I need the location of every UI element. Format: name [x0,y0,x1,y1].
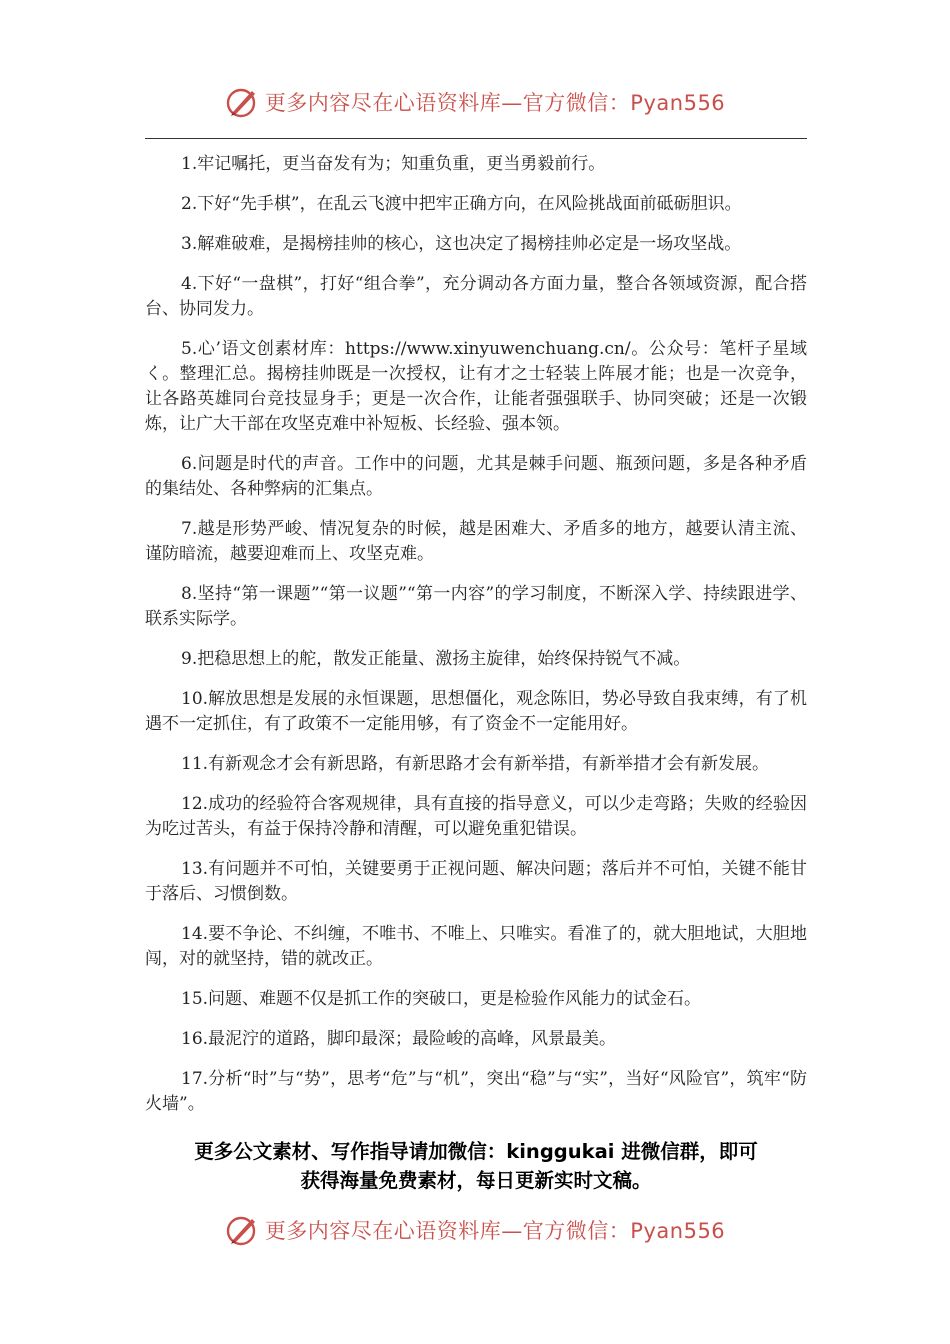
promo-line-1: 更多公文素材、写作指导请加微信：kinggukai 进微信群，即可 [194,1140,758,1163]
header-banner-text: 更多内容尽在心语资料库—官方微信：Pyan556 [264,91,726,115]
list-item: 2.下好“先手棋”，在乱云飞渡中把牢正确方向，在风险挑战面前砥砺胆识。 [181,194,742,214]
list-item: 7.越是形势严峻、情况复杂的时候，越是困难大、矛盾多的地方，越要认清主流、谨防暗流，越要迎难而上、攻坚克难。 [145,519,807,564]
list-item: 15.问题、难题不仅是抓工作的突破口，更是检验作风能力的试金石。 [181,989,702,1009]
list-item: 4.下好“一盘棋”，打好“组合拳”，充分调动各方面力量，整合各领域资源，配合搭台、协同发力。 [145,274,807,319]
list-item: 10.解放思想是发展的永恒课题，思想僵化，观念陈旧，势必导致自我束缚，有了机遇不一定抓住，有了政策不一定能用够，有了资金不一定能用好。 [145,689,807,734]
list-item: 5.心’语文创素材库：https://www.xinyuwenchuang.cn/。公众号：笔杆子星域く。整理汇总。揭榜挂帅既是一次授权，让有才之士轻装上阵展才能；也是一次竞争，让各路英雄同台竞技显身手；更是一次合作，让能者强强联手、协同突破；还是一次锻炼，让广大干部在攻坚克难中补短板、长经验、强本领。 [145,339,807,434]
footer-banner [0,1208,950,1252]
list-item: 6.问题是时代的声音。工作中的问题，尤其是棘手问题、瓶颈问题，多是各种矛盾的集结处、各种弊病的汇集点。 [145,454,807,499]
promo-line-2: 获得海量免费素材，每日更新实时文稿。 [300,1169,652,1192]
list-item: 1.牢记嘱托，更当奋发有为；知重负重，更当勇毅前行。 [181,154,606,174]
list-item: 16.最泥泞的道路，脚印最深；最险峻的高峰，风景最美。 [181,1029,617,1049]
header-banner [0,80,950,124]
header-divider [145,138,807,139]
list-item: 14.要不争论、不纠缠，不唯书、不唯上、只唯实。看准了的，就大胆地试，大胆地闯，对的就坚持，错的就改正。 [145,924,807,969]
list-item: 8.坚持“第一课题”“第一议题”“第一内容”的学习制度，不断深入学、持续跟进学、联系实际学。 [145,584,807,629]
list-item: 11.有新观念才会有新思路，有新思路才会有新举措，有新举措才会有新发展。 [181,754,770,774]
list-item: 3.解难破难，是揭榜挂帅的核心，这也决定了揭榜挂帅必定是一场攻坚战。 [181,234,742,254]
promo-call-to-action [120,1137,832,1195]
pen-in-circle-logo-icon [225,1213,259,1247]
list-item: 12.成功的经验符合客观规律，具有直接的指导意义，可以少走弯路；失败的经验因为吃过苦头，有益于保持冷静和清醒，可以避免重犯错误。 [145,794,807,839]
pen-in-circle-logo-icon [225,85,259,119]
list-item: 9.把稳思想上的舵，散发正能量、激扬主旋律，始终保持锐气不减。 [181,649,691,669]
list-item: 17.分析“时”与“势”，思考“危”与“机”，突出“稳”与“实”，当好“风险官”，筑牢“防火墙”。 [145,1069,807,1114]
document-body [145,152,807,1132]
footer-banner-text: 更多内容尽在心语资料库—官方微信：Pyan556 [264,1219,726,1243]
list-item: 13.有问题并不可怕，关键要勇于正视问题、解决问题；落后并不可怕，关键不能甘于落后、习惯倒数。 [145,859,807,904]
